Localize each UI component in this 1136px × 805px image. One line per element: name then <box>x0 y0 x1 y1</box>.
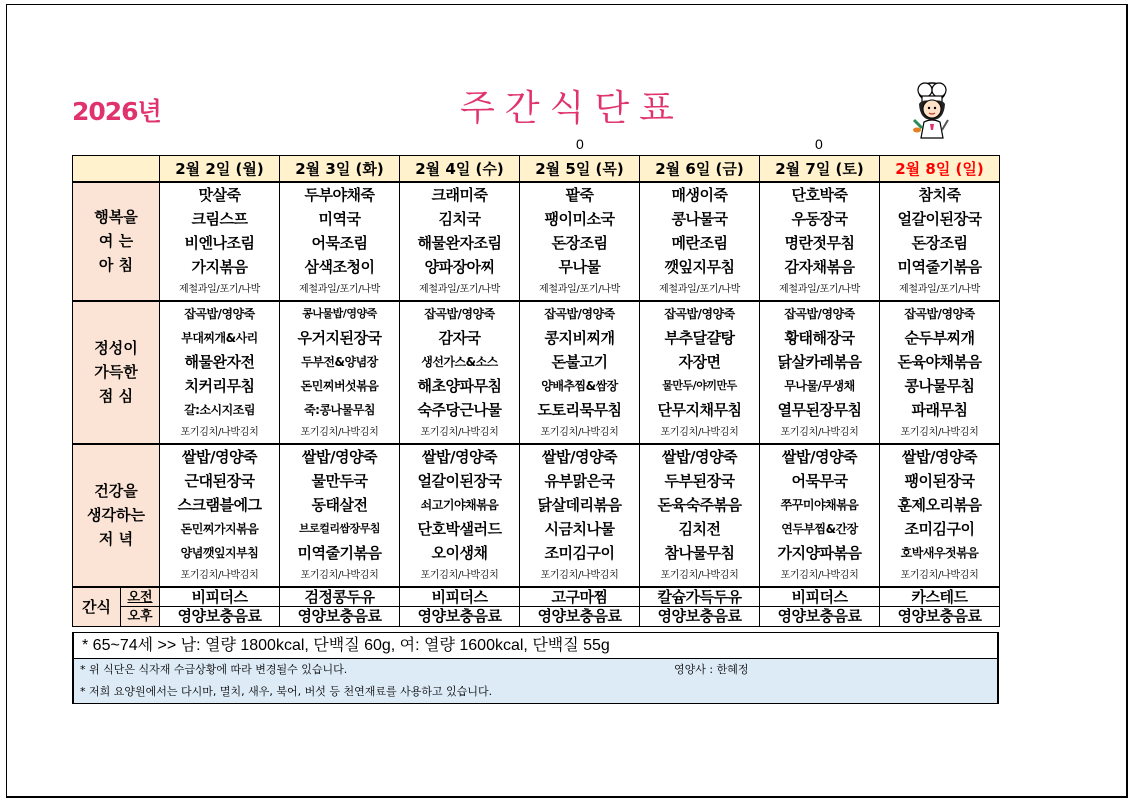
dish-item: 돈장조림 <box>911 233 968 252</box>
dish-item: 닭살데리볶음 <box>537 495 622 514</box>
snack-cell <box>640 587 760 627</box>
day-header: 2월 4일 (수) <box>400 156 520 182</box>
zero-marker-left: 0 <box>576 136 584 152</box>
dish-item: 조미김구이 <box>544 543 615 562</box>
dish-item: 잡곡밥/영양죽 <box>184 306 255 321</box>
meal-cell <box>400 444 520 587</box>
side-dish-note: 제철과일/포기/나박 <box>178 283 261 295</box>
dish-item: 두부전&양념장 <box>301 354 378 369</box>
dish-item: 브로컬리쌈장무침 <box>298 521 380 535</box>
dish-item: 쌀밥/영양죽 <box>422 447 497 466</box>
meal-cell <box>160 444 280 587</box>
dish-item: 갈:소시지조림 <box>184 402 255 417</box>
lunch-row <box>73 301 1000 444</box>
snack-am-label: 오전 <box>121 588 159 607</box>
side-dish-note: 포기김치/나박김치 <box>540 426 619 438</box>
dietitian-label: 영양사 : 한혜정 <box>674 663 749 676</box>
dish-item: 쌀밥/영양죽 <box>542 447 617 466</box>
dish-item: 치커리무침 <box>184 376 255 395</box>
dish-item: 시금치나물 <box>544 519 615 538</box>
dinner-label: 건강을 생각하는 저 녁 <box>73 444 160 587</box>
dish-item: 크림스프 <box>191 209 248 228</box>
snack-cell <box>880 587 1000 627</box>
dish-item: 단호박샐러드 <box>417 519 502 538</box>
dish-item: 유부맑은국 <box>544 471 615 490</box>
dish-item: 황태해장국 <box>784 328 855 347</box>
dish-item: 스크램블에그 <box>177 495 262 514</box>
dish-item: 팥죽 <box>565 185 594 204</box>
dish-item: 죽:콩나물무침 <box>304 402 375 417</box>
day-header: 2월 7일 (토) <box>760 156 880 182</box>
side-dish-note: 포기김치/나박김치 <box>540 569 619 581</box>
meal-cell <box>640 182 760 301</box>
dish-item: 명란젓무침 <box>784 233 855 252</box>
meal-cell <box>400 301 520 444</box>
snack-item: 영양보충음료 <box>177 606 262 625</box>
dish-item: 가지양파볶음 <box>777 543 862 562</box>
dish-item: 콩지비찌개 <box>544 328 615 347</box>
dish-item: 콩나물국 <box>671 209 728 228</box>
side-dish-note: 제철과일/포기/나박 <box>298 283 381 295</box>
meal-cell <box>160 301 280 444</box>
dish-item: 양념깻잎지부침 <box>180 545 259 560</box>
dish-item: 물만두/야끼만두 <box>662 378 737 392</box>
dish-item: 해물완자전 <box>184 352 255 371</box>
header-row <box>73 156 1000 182</box>
dish-item: 잡곡밥/영양죽 <box>544 306 615 321</box>
day-header: 2월 3일 (화) <box>280 156 400 182</box>
meal-cell <box>280 182 400 301</box>
snack-item: 영양보충음료 <box>777 606 862 625</box>
year-label: 2026년 <box>72 97 161 126</box>
dish-item: 돈민찌가지볶음 <box>180 521 259 536</box>
dish-item: 자장면 <box>678 352 721 371</box>
dish-item: 잡곡밥/영양죽 <box>904 306 975 321</box>
dish-item: 훈제오리볶음 <box>897 495 982 514</box>
side-dish-note: 제철과일/포기/나박 <box>778 283 861 295</box>
side-dish-note: 제철과일/포기/나박 <box>418 283 501 295</box>
snack-item: 영양보충음료 <box>897 606 982 625</box>
side-dish-note: 포기김치/나박김치 <box>300 569 379 581</box>
snack-item: 영양보충음료 <box>297 606 382 625</box>
side-dish-note: 포기김치/나박김치 <box>420 426 499 438</box>
side-dish-note: 포기김치/나박김치 <box>900 569 979 581</box>
dish-item: 숙주당근나물 <box>417 400 502 419</box>
dish-item: 쌀밥/영양죽 <box>782 447 857 466</box>
meal-cell <box>280 301 400 444</box>
snack-item: 영양보충음료 <box>657 606 742 625</box>
dish-item: 양배추찜&쌈장 <box>541 378 618 393</box>
side-dish-note: 제철과일/포기/나박 <box>658 283 741 295</box>
dish-item: 열무된장무침 <box>777 400 862 419</box>
dish-item: 도토리묵무침 <box>537 400 622 419</box>
dish-item: 깻잎지무침 <box>664 257 735 276</box>
snack-cell <box>400 587 520 627</box>
side-dish-note: 포기김치/나박김치 <box>780 426 859 438</box>
page-title: 주간식단표 <box>460 88 684 129</box>
dish-item: 돈불고기 <box>551 352 608 371</box>
chef-icon <box>906 80 958 140</box>
snack-row <box>73 587 1000 627</box>
notice-line-2: * 저희 요양원에서는 다시마, 멸치, 새우, 북어, 버섯 등 천연재료를 사용하고 있습니다. <box>74 681 997 703</box>
side-dish-note: 포기김치/나박김치 <box>780 569 859 581</box>
dinner-row <box>73 444 1000 587</box>
side-dish-note: 포기김치/나박김치 <box>180 569 259 581</box>
dish-item: 메란조림 <box>671 233 728 252</box>
dish-item: 미역줄기볶음 <box>897 257 982 276</box>
meal-cell <box>160 182 280 301</box>
dish-item: 파래무침 <box>911 400 968 419</box>
dish-item: 쌀밥/영양죽 <box>662 447 737 466</box>
dish-item: 돈민찌버섯볶음 <box>300 378 379 393</box>
snack-item: 비피더스 <box>400 588 519 607</box>
dish-item: 쌀밥/영양죽 <box>302 447 377 466</box>
day-header: 2월 5일 (목) <box>520 156 640 182</box>
meal-cell <box>880 301 1000 444</box>
snack-item: 영양보충음료 <box>417 606 502 625</box>
snack-item: 고구마찜 <box>520 588 639 607</box>
corner-cell <box>73 156 160 182</box>
weekly-menu-table <box>72 155 1000 627</box>
dish-item: 팽이미소국 <box>544 209 615 228</box>
dish-item: 가지볶음 <box>191 257 248 276</box>
day-header: 2월 2일 (월) <box>160 156 280 182</box>
dish-item: 쌀밥/영양죽 <box>902 447 977 466</box>
dish-item: 감자채볶음 <box>784 257 855 276</box>
lunch-label: 정성이 가득한 점 심 <box>73 301 160 444</box>
dish-item: 조미김구이 <box>904 519 975 538</box>
dish-item: 삼색조청이 <box>304 257 375 276</box>
dish-item: 단무지채무침 <box>657 400 742 419</box>
snack-item: 칼슘가득두유 <box>640 588 759 607</box>
info-box <box>72 632 999 704</box>
side-dish-note: 포기김치/나박김치 <box>660 569 739 581</box>
dish-item: 물만두국 <box>311 471 368 490</box>
snack-item: 검정콩두유 <box>280 588 399 607</box>
side-dish-note: 포기김치/나박김치 <box>900 426 979 438</box>
dish-item: 동태살전 <box>311 495 368 514</box>
snack-cell <box>520 587 640 627</box>
dish-item: 호박새우젓볶음 <box>900 545 979 560</box>
dish-item: 맛살죽 <box>198 185 241 204</box>
nutrition-info: * 65~74세 >> 남: 열량 1800kcal, 단백질 60g, 여: 열량 1600kcal, 단백질 55g <box>74 633 997 659</box>
dish-item: 얼갈이된장국 <box>417 471 502 490</box>
side-dish-note: 포기김치/나박김치 <box>300 426 379 438</box>
meal-cell <box>880 444 1000 587</box>
meal-cell <box>280 444 400 587</box>
dish-item: 참나물무침 <box>664 543 735 562</box>
meal-cell <box>640 444 760 587</box>
snack-item: 영양보충음료 <box>537 606 622 625</box>
dish-item: 해물완자조림 <box>417 233 502 252</box>
dish-item: 미역줄기볶음 <box>297 543 382 562</box>
meal-cell <box>400 182 520 301</box>
dish-item: 두부된장국 <box>664 471 735 490</box>
snack-item: 카스테드 <box>880 588 999 607</box>
dish-item: 돈육숙주볶음 <box>657 495 742 514</box>
dish-item: 잡곡밥/영양죽 <box>784 306 855 321</box>
dish-item: 매생이죽 <box>671 185 728 204</box>
dish-item: 우거지된장국 <box>297 328 382 347</box>
side-dish-note: 제철과일/포기/나박 <box>538 283 621 295</box>
side-dish-note: 제철과일/포기/나박 <box>898 283 981 295</box>
dish-item: 잡곡밥/영양죽 <box>424 306 495 321</box>
dish-item: 닭살카레볶음 <box>777 352 862 371</box>
dish-item: 콩나물무침 <box>904 376 975 395</box>
breakfast-row <box>73 182 1000 301</box>
breakfast-label: 행복을 여 는 아 침 <box>73 182 160 301</box>
dish-item: 돈장조림 <box>551 233 608 252</box>
dish-item: 크래미죽 <box>431 185 488 204</box>
snack-cell <box>280 587 400 627</box>
dish-item: 오이생채 <box>431 543 488 562</box>
meal-cell <box>760 444 880 587</box>
snack-item: 비피더스 <box>760 588 879 607</box>
snack-cell <box>760 587 880 627</box>
day-header-sunday: 2월 8일 (일) <box>880 156 1000 182</box>
snack-cell <box>160 587 280 627</box>
meal-cell <box>520 182 640 301</box>
side-dish-note: 포기김치/나박김치 <box>420 569 499 581</box>
dish-item: 팽이된장국 <box>904 471 975 490</box>
dish-item: 어묵무국 <box>791 471 848 490</box>
dish-item: 쭈꾸미야채볶음 <box>780 497 859 512</box>
dish-item: 부대찌개&사리 <box>181 330 258 345</box>
side-dish-note: 포기김치/나박김치 <box>180 426 259 438</box>
dish-item: 콩나물밥/영양죽 <box>302 306 377 320</box>
zero-marker-right: 0 <box>815 136 823 152</box>
dish-item: 생선가스&소스 <box>421 354 498 369</box>
notice-line-1: * 위 식단은 식자재 수급상황에 따라 변경될수 있습니다. 영양사 : 한혜정 <box>74 659 997 681</box>
snack-pm-label: 오후 <box>127 608 153 624</box>
meal-cell <box>880 182 1000 301</box>
dish-item: 얼갈이된장국 <box>897 209 982 228</box>
side-dish-note: 포기김치/나박김치 <box>660 426 739 438</box>
dish-item: 미역국 <box>318 209 361 228</box>
dish-item: 무나물/무생채 <box>784 378 855 393</box>
day-header: 2월 6일 (금) <box>640 156 760 182</box>
meal-cell <box>760 301 880 444</box>
dish-item: 쌀밥/영양죽 <box>182 447 257 466</box>
dish-item: 감자국 <box>438 328 481 347</box>
meal-cell <box>760 182 880 301</box>
dish-item: 해초양파무침 <box>417 376 502 395</box>
dish-item: 근대된장국 <box>184 471 255 490</box>
dish-item: 우동장국 <box>791 209 848 228</box>
dish-item: 돈육야채볶음 <box>897 352 982 371</box>
snack-label: 간식 <box>73 587 121 627</box>
dish-item: 어묵조림 <box>311 233 368 252</box>
dish-item: 잡곡밥/영양죽 <box>664 306 735 321</box>
meal-cell <box>520 301 640 444</box>
dish-item: 김치전 <box>678 519 721 538</box>
meal-cell <box>640 301 760 444</box>
dish-item: 순두부찌개 <box>904 328 975 347</box>
meal-cell <box>520 444 640 587</box>
dish-item: 부추달걀탕 <box>664 328 735 347</box>
dish-item: 참치죽 <box>918 185 961 204</box>
snack-item: 비피더스 <box>160 588 279 607</box>
snack-time-labels <box>121 587 160 627</box>
dish-item: 무나물 <box>558 257 601 276</box>
dish-item: 연두부찜&간장 <box>781 521 858 536</box>
dish-item: 쇠고기야채볶음 <box>420 497 499 512</box>
dish-item: 두부야채죽 <box>304 185 375 204</box>
dish-item: 단호박죽 <box>791 185 848 204</box>
dish-item: 김치국 <box>438 209 481 228</box>
dish-item: 양파장아찌 <box>424 257 495 276</box>
dish-item: 비엔나조림 <box>184 233 255 252</box>
